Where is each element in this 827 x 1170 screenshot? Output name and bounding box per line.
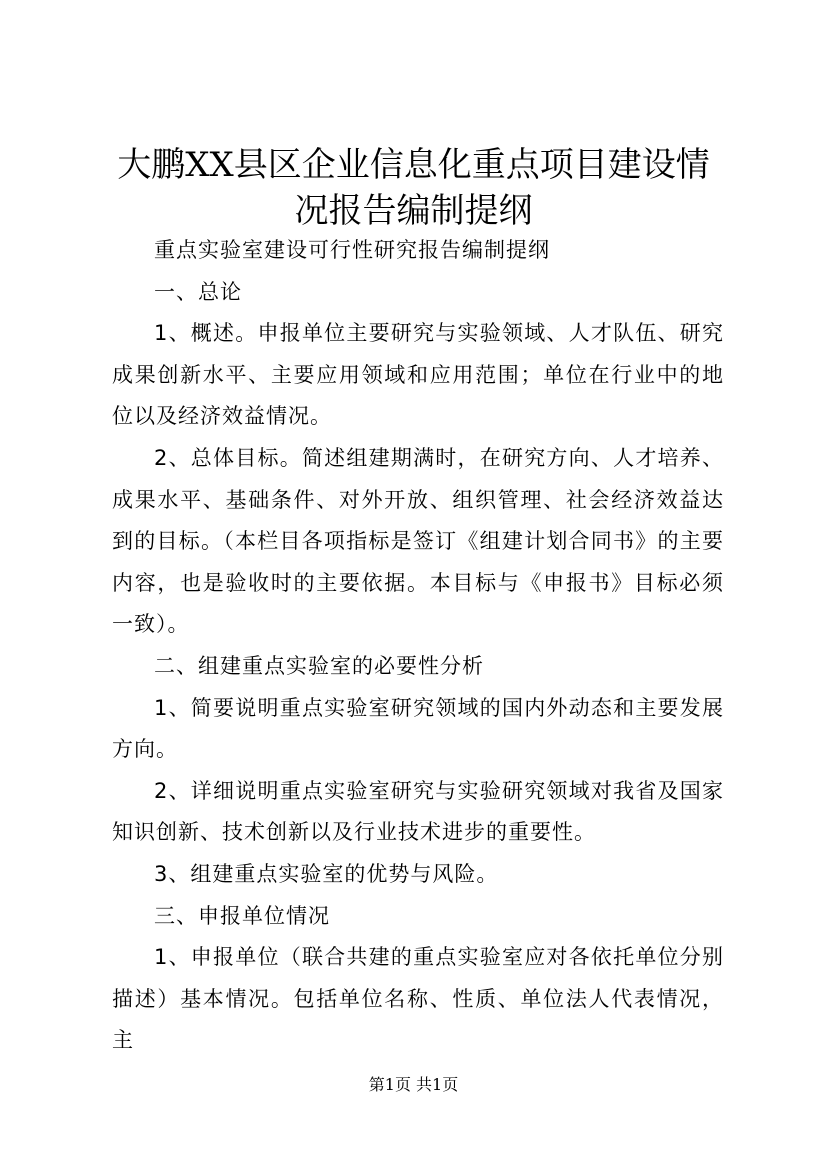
section-heading-general: 一、总论 bbox=[154, 279, 242, 304]
section-heading-applicant: 三、申报单位情况 bbox=[154, 903, 330, 928]
paragraph-necessity-1: 1、简要说明重点实验室研究领域的国内外动态和主要发展方向。 bbox=[112, 695, 724, 762]
paragraph-subtitle: 重点实验室建设可行性研究报告编制提纲 bbox=[154, 238, 550, 262]
paragraph-necessity-2: 2、详细说明重点实验室研究与实验研究领域对我省及国家知识创新、技术创新以及行业技术进步的重要性。 bbox=[112, 778, 724, 845]
page-footer: 第1页 共1页 bbox=[368, 1075, 459, 1094]
paragraph-overview: 1、概述。申报单位主要研究与实验领域、人才队伍、研究成果创新水平、主要应用领域和应用范围；单位在行业中的地位以及经济效益情况。 bbox=[112, 321, 724, 429]
document-title: 大鹏XX县区企业信息化重点项目建设情况报告编制提纲 bbox=[117, 145, 710, 231]
paragraph-necessity-3: 3、组建重点实验室的优势与风险。 bbox=[154, 861, 499, 886]
section-heading-necessity: 二、组建重点实验室的必要性分析 bbox=[154, 653, 484, 678]
paragraph-applicant-1: 1、申报单位（联合共建的重点实验室应对各依托单位分别描述）基本情况。包括单位名称、性质、单位法人代表情况，主 bbox=[112, 945, 724, 1053]
paragraph-overall-goal: 2、总体目标。简述组建期满时，在研究方向、人才培养、成果水平、基础条件、对外开放、组织管理、社会经济效益达到的目标。（本栏目各项指标是签订《组建计划合同书》的主要内容，也是验收时的主要依据。本目标与《申报书》目标必须一致）。 bbox=[112, 445, 724, 637]
document-body bbox=[112, 230, 724, 1062]
